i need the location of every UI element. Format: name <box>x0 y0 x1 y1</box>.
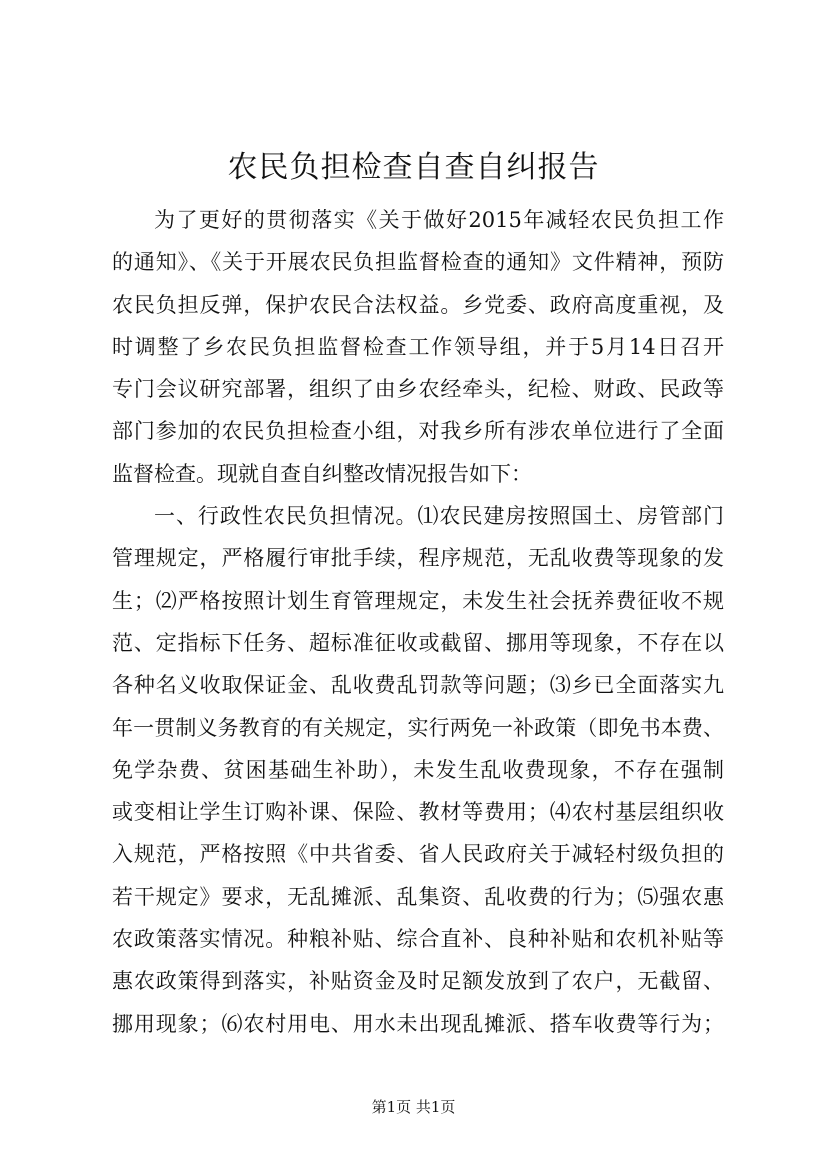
paragraph-line: 监督检查。现就自查自纠整改情况报告如下： <box>112 461 532 486</box>
paragraph-line: 年一贯制义务教育的有关规定，实行两免一补政策（即免书本费、 <box>112 715 724 740</box>
paragraph-line: 为了更好的贯彻落实《关于做好2015年减轻农民负担工作 <box>154 208 724 232</box>
paragraph-line: 一、行政性农民负担情况。⑴农民建房按照国土、房管部门 <box>154 504 724 529</box>
paragraph-line: 入规范，严格按照《中共省委、省人民政府关于减轻村级负担的 <box>112 842 724 867</box>
paragraph-line: 专门会议研究部署，组织了由乡农经牵头，纪检、财政、民政等 <box>112 377 724 402</box>
paragraph-line: 管理规定，严格履行审批手续，程序规范，无乱收费等现象的发 <box>112 546 724 571</box>
document-body <box>112 199 724 1045</box>
paragraph-line: 时调整了乡农民负担监督检查工作领导组，并于5月14日召开 <box>112 334 724 359</box>
paragraph-line: 免学杂费、贫困基础生补助），未发生乱收费现象，不存在强制 <box>112 757 724 782</box>
paragraph-line: 或变相让学生订购补课、保险、教材等费用；⑷农村基层组织收 <box>112 800 724 825</box>
paragraph-line: 生；⑵严格按照计划生育管理规定，未发生社会抚养费征收不规 <box>112 588 724 613</box>
paragraph-line: 农民负担反弹，保护农民合法权益。乡党委、政府高度重视，及 <box>112 292 724 317</box>
paragraph-line: 部门参加的农民负担检查小组，对我乡所有涉农单位进行了全面 <box>112 419 724 444</box>
paragraph-line: 农政策落实情况。种粮补贴、综合直补、良种补贴和农机补贴等 <box>112 927 724 952</box>
document-title: 农民负担检查自查自纠报告 <box>227 150 600 185</box>
paragraph-line: 的通知》、《关于开展农民负担监督检查的通知》文件精神，预防 <box>112 250 724 275</box>
paragraph-line: 范、定指标下任务、超标准征收或截留、挪用等现象，不存在以 <box>112 630 724 655</box>
paragraph-line: 各种名义收取保证金、乱收费乱罚款等问题；⑶乡已全面落实九 <box>112 673 724 698</box>
page-footer: 第1页 共1页 <box>371 1098 456 1116</box>
paragraph-line: 惠农政策得到落实，补贴资金及时足额发放到了农户，无截留、 <box>112 969 724 994</box>
paragraph-line: 若干规定》要求，无乱摊派、乱集资、乱收费的行为；⑸强农惠 <box>112 884 724 909</box>
paragraph-line: 挪用现象；⑹农村用电、用水未出现乱摊派、搭车收费等行为； <box>112 1011 724 1036</box>
